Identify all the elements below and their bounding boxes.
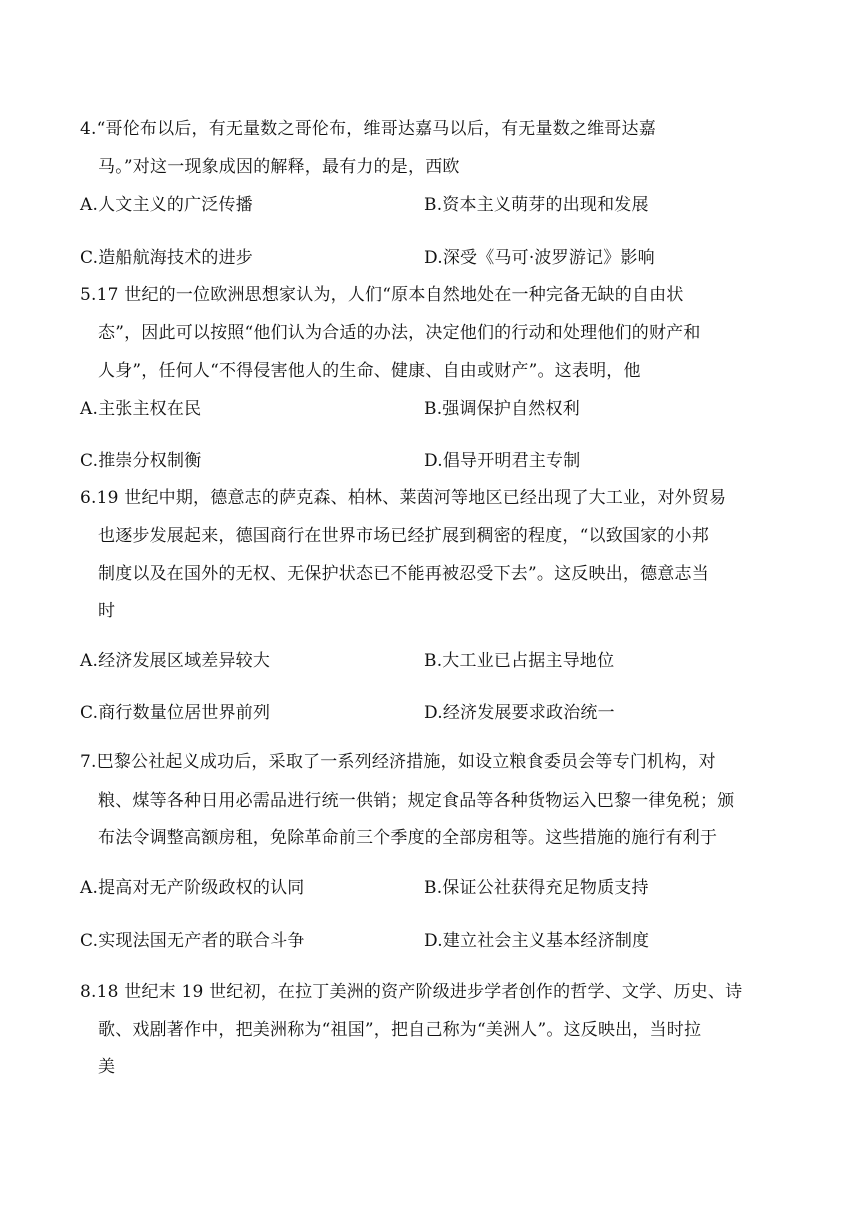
question-8-stem-line-2: 歌、戏剧著作中，把美洲称为“祖国”，把自己称为“美洲人”。这反映出，当时拉 (98, 1020, 702, 1040)
question-6-option-d: D.经济发展要求政治统一 (424, 703, 615, 723)
question-6-option-a: A.经济发展区域差异较大 (80, 651, 271, 671)
question-6-option-b: B.大工业已占据主导地位 (424, 651, 615, 671)
question-5-option-c: C.推崇分权制衡 (80, 451, 202, 471)
question-7-option-a: A.提高对无产阶级政权的认同 (80, 878, 305, 898)
question-4-option-c: C.造船航海技术的进步 (80, 248, 254, 268)
question-5-stem-line-1: 5.17 世纪的一位欧洲思想家认为，人们“原本自然地处在一种完备无缺的自由状 (80, 285, 684, 305)
question-8-stem-line-3: 美 (98, 1057, 116, 1077)
question-7-stem-line-1: 7.巴黎公社起义成功后，采取了一系列经济措施，如设立粮食委员会等专门机构，对 (80, 752, 716, 772)
question-6-stem-line-1: 6.19 世纪中期，德意志的萨克森、柏林、莱茵河等地区已经出现了大工业，对外贸易 (80, 488, 727, 508)
question-4-option-b: B.资本主义萌芽的出现和发展 (424, 195, 649, 215)
question-6-stem-line-3: 制度以及在国外的无权、无保护状态已不能再被忍受下去”。这反映出，德意志当 (98, 564, 709, 584)
question-4-stem-line-2: 马。”对这一现象成因的解释，最有力的是，西欧 (98, 157, 460, 177)
question-7-option-d: D.建立社会主义基本经济制度 (424, 931, 650, 951)
question-8-stem-line-1: 8.18 世纪末 19 世纪初，在拉丁美洲的资产阶级进步学者创作的哲学、文学、历史、诗 (80, 982, 743, 1002)
question-5-option-d: D.倡导开明君主专制 (424, 451, 581, 471)
question-5-option-b: B.强调保护自然权利 (424, 399, 580, 419)
question-4-option-a: A.人文主义的广泛传播 (80, 195, 253, 215)
question-4-option-d: D.深受《马可·波罗游记》影响 (424, 248, 655, 268)
question-7-stem-line-3: 布法令调整高额房租，免除革命前三个季度的全部房租等。这些措施的施行有利于 (98, 828, 718, 848)
question-7-option-c: C.实现法国无产者的联合斗争 (80, 931, 305, 951)
question-6-stem-line-2: 也逐步发展起来，德国商行在世界市场已经扩展到稠密的程度，“以致国家的小邦 (98, 526, 709, 546)
question-4-stem-line-1: 4.“哥伦布以后，有无量数之哥伦布，维哥达嘉马以后，有无量数之维哥达嘉 (80, 119, 656, 139)
question-7-option-b: B.保证公社获得充足物质支持 (424, 878, 649, 898)
question-6-option-c: C.商行数量位居世界前列 (80, 703, 271, 723)
question-7-stem-line-2: 粮、煤等各种日用必需品进行统一供销；规定食品等各种货物运入巴黎一律免税；颁 (98, 791, 735, 811)
question-6-stem-line-4: 时 (98, 601, 116, 621)
question-5-stem-line-2: 态”，因此可以按照“他们认为合适的办法，决定他们的行动和处理他们的财产和 (98, 323, 701, 343)
question-5-option-a: A.主张主权在民 (80, 399, 202, 419)
question-5-stem-line-3: 人身”，任何人“不得侵害他人的生命、健康、自由或财产”。这表明，他 (98, 361, 641, 381)
